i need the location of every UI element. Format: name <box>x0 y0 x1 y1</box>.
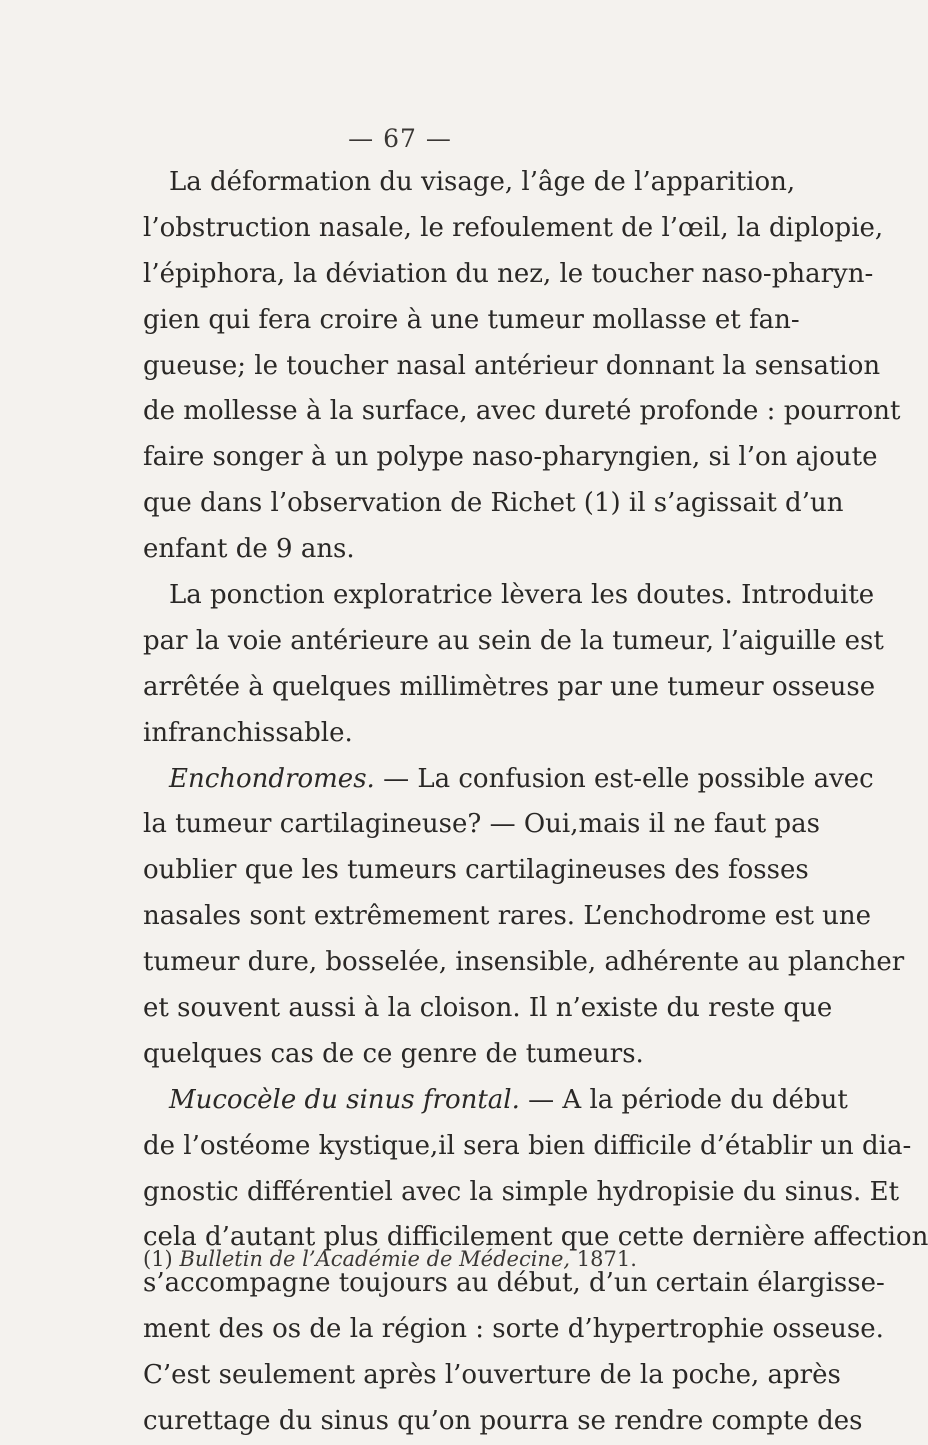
text-line: oublier que les tumeurs cartilagineuses des fosses <box>143 855 809 886</box>
footnote-source: Bulletin de l’Académie de Médecine, <box>179 1247 571 1271</box>
text-line: de l’ostéome kystique,il sera bien difficile d’établir un dia- <box>143 1130 912 1161</box>
text-line: gnostic différentiel avec la simple hydropisie du sinus. Et <box>143 1176 900 1207</box>
text-line: enfant de 9 ans. <box>143 534 355 565</box>
text-line: La déformation du visage, l’âge de l’apparition, <box>169 167 796 197</box>
text-line: gueuse; le toucher nasal antérieur donnant la sensation <box>143 350 881 381</box>
footnote <box>143 1244 727 1274</box>
text-line: quelques cas de ce genre de tumeurs. <box>143 1038 644 1069</box>
text-line: et souvent aussi à la cloison. Il n’existe du reste que <box>143 993 833 1024</box>
paragraph-2 <box>143 573 884 757</box>
text-line: que dans l’observation de Richet (1) il s’agissait d’un <box>143 488 844 519</box>
text-line: La ponction exploratrice lèvera les doutes. Introduite <box>169 580 875 611</box>
text-line: curettage du sinus qu’on pourra se rendre compte des <box>143 1406 863 1437</box>
text-line: ment des os de la région : sorte d’hypertrophie osseuse. <box>143 1314 884 1345</box>
text-line: tumeur dure, bosselée, insensible, adhérente au plancher <box>143 947 905 978</box>
text-line: cela d’autant plus difficilement que cette dernière affection <box>143 1222 928 1253</box>
text-line-rest: — A la période du début <box>519 1084 848 1115</box>
text-line: arrêtée à quelques millimètres par une tumeur osseuse <box>143 671 876 702</box>
text-line: de mollesse à la surface, avec dureté profonde : pourront <box>143 396 901 427</box>
text-line: C’est seulement après l’ouverture de la poche, après <box>143 1360 841 1391</box>
page-number: — 67 — <box>348 124 452 153</box>
footnote-year: 1871. <box>576 1247 637 1271</box>
text-line: infranchissable. <box>143 717 353 748</box>
section-heading-mucocele: Mucocèle du sinus frontal. <box>169 1084 520 1115</box>
text-line: faire songer à un polype naso-pharyngien, si l’on ajoute <box>143 442 878 473</box>
text-line <box>143 757 874 803</box>
text-line <box>143 1078 848 1124</box>
text-line: nasales sont extrêmement rares. L’enchodrome est une <box>143 901 872 932</box>
text-line-rest: — La confusion est-elle possible avec <box>374 763 874 794</box>
footnote-marker: (1) <box>143 1247 173 1271</box>
paragraph-1 <box>143 160 901 573</box>
text-line: par la voie antérieure au sein de la tumeur, l’aiguille est <box>143 625 884 656</box>
paragraph-enchondromes <box>143 757 905 1078</box>
text-line: l’obstruction nasale, le refoulement de l’œil, la diplopie, <box>143 212 884 243</box>
text-line: gien qui fera croire à une tumeur mollasse et fan- <box>143 304 800 335</box>
text-line: l’épiphora, la déviation du nez, le toucher naso-pharyn- <box>143 258 874 289</box>
section-heading-enchondromes: Enchondromes. <box>169 763 375 794</box>
text-line: s’accompagne toujours au début, d’un certain élargisse- <box>143 1268 885 1299</box>
text-line: la tumeur cartilagineuse? — Oui,mais il ne faut pas <box>143 809 820 840</box>
